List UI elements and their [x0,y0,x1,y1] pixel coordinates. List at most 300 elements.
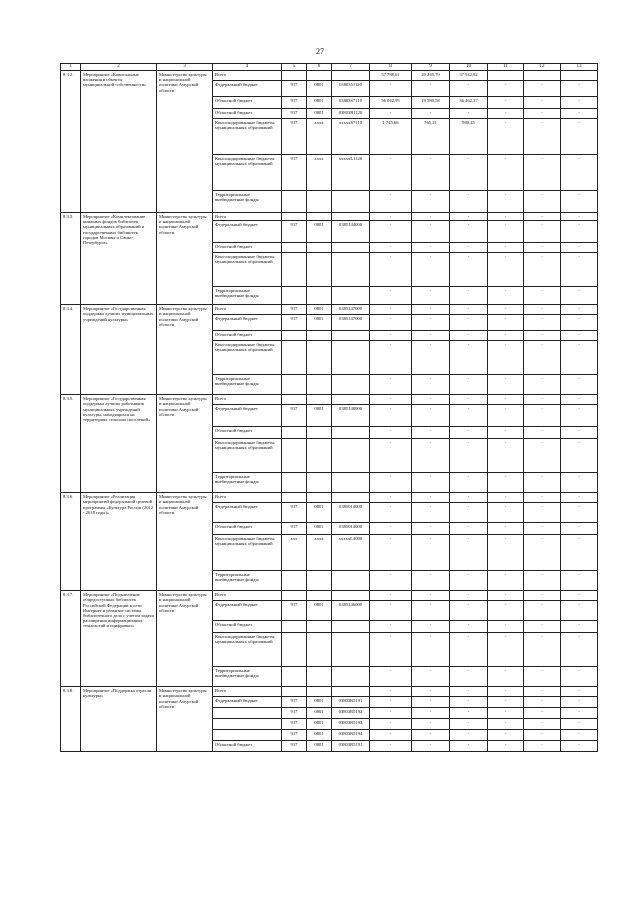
value-cell: xxxxxS7110 [332,119,370,155]
value-cell: - [450,493,488,503]
value-cell: xxxx [307,119,332,155]
value-cell: - [488,730,524,741]
column-header: 7 [332,64,370,71]
value-cell: - [561,667,598,687]
value-cell: xxx [282,535,307,571]
value-cell: 917 [282,405,307,427]
value-cell: - [412,621,450,633]
funding-source: Всего [213,71,282,81]
value-cell: - [412,741,450,752]
value-cell: - [488,395,524,405]
value-cell: - [412,730,450,741]
value-cell: - [524,375,561,395]
value-cell: - [488,97,524,109]
value-cell [332,213,370,221]
value-cell: - [488,253,524,287]
value-cell: - [524,591,561,601]
value-cell: 917 [282,119,307,155]
funding-source: Федеральный бюджет [213,503,282,523]
value-cell: - [561,741,598,752]
value-cell: - [488,109,524,119]
value-cell: - [488,601,524,621]
value-cell: - [488,341,524,375]
section-title: Мероприятие «Государственная поддержка лучших работников муниципальных учреждений культуры, находящихся на территориях сельских поселений» [81,395,157,493]
value-cell: - [488,535,524,571]
value-cell: 917 [282,305,307,315]
value-cell: - [524,287,561,305]
value-cell [307,287,332,305]
value-cell: - [561,687,598,697]
value-cell: - [412,315,450,331]
value-cell: - [450,331,488,341]
value-cell: - [488,221,524,243]
value-cell: - [450,109,488,119]
value-cell: - [450,395,488,405]
value-cell: - [450,191,488,213]
funding-source: Областной бюджет [213,331,282,341]
value-cell: 917 [282,719,307,730]
value-cell: - [450,523,488,535]
value-cell: - [412,493,450,503]
value-cell: - [370,730,412,741]
value-cell: - [488,633,524,667]
table-row [61,493,598,503]
value-cell: - [524,155,561,191]
value-cell: - [370,535,412,571]
value-cell: 917 [282,81,307,97]
value-cell [332,591,370,601]
value-cell: xxxx [307,155,332,191]
value-cell: - [561,81,598,97]
column-header: 13 [561,64,598,71]
value-cell [332,253,370,287]
funding-source: Территориальные внебюджетные фонды [213,287,282,305]
value-cell: - [370,687,412,697]
value-cell: - [524,243,561,253]
value-cell: - [488,375,524,395]
value-cell [307,341,332,375]
value-cell [282,375,307,395]
section-id: 8.3.2. [61,71,81,213]
value-cell: 0801 [307,81,332,97]
value-cell: - [450,221,488,243]
value-cell: - [450,405,488,427]
funding-source: Консолидированные бюджеты муниципальных образований [213,633,282,667]
value-cell: 0801 [307,719,332,730]
value-cell [282,213,307,221]
section-id: 8.3.5. [61,395,81,493]
value-cell: - [524,571,561,591]
value-cell: 0385014000 [332,503,370,523]
value-cell: - [488,523,524,535]
value-cell: - [450,719,488,730]
value-cell: - [412,395,450,405]
value-cell: - [370,287,412,305]
value-cell: 0385147000 [332,305,370,315]
value-cell: 0385147000 [332,315,370,331]
funding-source: Всего [213,591,282,601]
value-cell: 0801 [307,697,332,708]
funding-source: Федеральный бюджет [213,405,282,427]
value-cell [332,243,370,253]
value-cell: - [370,253,412,287]
value-cell [282,427,307,439]
funding-source: Консолидированные бюджеты муниципальных образований [213,155,282,191]
funding-source: Территориальные внебюджетные фонды [213,375,282,395]
value-cell: - [370,523,412,535]
value-cell: - [524,439,561,473]
value-cell: - [412,221,450,243]
value-cell: - [524,621,561,633]
value-cell: 917 [282,315,307,331]
value-cell: - [524,253,561,287]
responsible-agency: Министерство культуры и национальной политики Амурской области [157,395,213,493]
value-cell: - [524,523,561,535]
value-cell: - [450,591,488,601]
value-cell [307,571,332,591]
value-cell [332,667,370,687]
value-cell: - [370,221,412,243]
value-cell: xxxxxL1120 [332,155,370,191]
value-cell [332,439,370,473]
value-cell: 917 [282,221,307,243]
value-cell [282,687,307,697]
value-cell: - [370,439,412,473]
value-cell: - [412,591,450,601]
value-cell: - [412,341,450,375]
value-cell: - [370,601,412,621]
value-cell: - [450,155,488,191]
value-cell: - [561,243,598,253]
value-cell: - [561,719,598,730]
value-cell [332,375,370,395]
value-cell [282,191,307,213]
funding-source: Федеральный бюджет [213,601,282,621]
value-cell: - [370,427,412,439]
value-cell: - [450,741,488,752]
value-cell [332,395,370,405]
value-cell [332,287,370,305]
section-id: 8.3.7. [61,591,81,687]
value-cell [282,395,307,405]
value-cell: - [561,375,598,395]
value-cell: 1 745,66 [370,119,412,155]
funding-source: Областной бюджет [213,427,282,439]
value-cell: - [524,97,561,109]
funding-source: Областной бюджет [213,97,282,109]
value-cell: - [412,243,450,253]
funding-source: Территориальные внебюджетные фонды [213,191,282,213]
value-cell [332,473,370,493]
value-cell: - [524,667,561,687]
value-cell: 03803R5192 [332,708,370,719]
value-cell: 0801 [307,315,332,331]
value-cell: - [524,730,561,741]
value-cell: - [412,191,450,213]
value-cell [282,287,307,305]
value-cell: - [561,213,598,221]
page-number: 27 [316,47,324,56]
value-cell: 917 [282,708,307,719]
value-cell: - [488,667,524,687]
value-cell: - [370,591,412,601]
value-cell: - [370,315,412,331]
value-cell: - [561,591,598,601]
value-cell: - [450,427,488,439]
value-cell: - [561,633,598,667]
value-cell: - [524,305,561,315]
column-header: 1 [61,64,81,71]
value-cell: - [412,331,450,341]
section-title: Мероприятие «Поддержка отрасли культуры» [81,687,157,752]
value-cell: - [561,253,598,287]
value-cell: - [524,535,561,571]
value-cell [524,71,561,81]
value-cell: 0801 [307,708,332,719]
value-cell: xxxx [307,535,332,571]
value-cell: 0801 [307,221,332,243]
value-cell [307,331,332,341]
value-cell: - [488,331,524,341]
value-cell: - [412,719,450,730]
value-cell: - [488,119,524,155]
value-cell: - [450,287,488,305]
value-cell: - [450,687,488,697]
value-cell: 917 [282,503,307,523]
column-header: 5 [282,64,307,71]
value-cell: - [488,503,524,523]
value-cell: xxxxxL4000 [332,535,370,571]
value-cell: - [450,708,488,719]
value-cell: - [450,315,488,331]
value-cell: - [412,523,450,535]
funding-source: Консолидированные бюджеты муниципальных образований [213,535,282,571]
value-cell: - [524,687,561,697]
value-cell: - [488,571,524,591]
value-cell: 0385014000 [332,523,370,535]
section-title: Мероприятие «Подключение общедоступных библиотек Российской Федерации к сети Интернет и развитие системы библиотечного дела с учетом задачи расширения информационных технологий и оцифровки» [81,591,157,687]
value-cell: - [450,667,488,687]
value-cell: - [524,109,561,119]
funding-source: Территориальные внебюджетные фонды [213,571,282,591]
value-cell: - [524,708,561,719]
value-cell [307,253,332,287]
funding-source: Всего [213,213,282,221]
table-body [61,71,598,752]
value-cell: - [488,473,524,493]
value-cell [282,331,307,341]
value-cell: - [561,427,598,439]
value-cell: - [561,493,598,503]
value-cell [332,427,370,439]
value-cell: - [488,315,524,331]
value-cell [332,191,370,213]
value-cell: - [488,493,524,503]
value-cell [307,621,332,633]
value-cell: - [561,535,598,571]
value-cell: - [412,109,450,119]
value-cell: - [370,741,412,752]
value-cell: 917 [282,523,307,535]
value-cell [282,243,307,253]
funding-source: Территориальные внебюджетные фонды [213,473,282,493]
value-cell: - [561,287,598,305]
funding-source: Всего [213,687,282,697]
value-cell: 0801 [307,523,332,535]
value-cell: - [412,601,450,621]
value-cell: - [412,687,450,697]
value-cell: - [488,591,524,601]
value-cell [282,571,307,591]
value-cell: - [561,119,598,155]
value-cell: - [488,439,524,473]
section-title: Мероприятие «Реализация мероприятий федеральной целевой программы «Культура России (2012 - 2018 годы)» [81,493,157,591]
value-cell: - [450,81,488,97]
value-cell: - [412,305,450,315]
value-cell: 03803R5191 [332,741,370,752]
funding-source: Всего [213,493,282,503]
section-id: 8.3.8. [61,687,81,752]
value-cell [332,341,370,375]
value-cell [282,667,307,687]
value-cell: - [370,719,412,730]
value-cell: - [412,535,450,571]
value-cell: - [450,503,488,523]
value-cell [282,473,307,493]
value-cell: 0385146000 [332,601,370,621]
value-cell: 20 245,79 [412,71,450,81]
value-cell: - [561,697,598,708]
value-cell: - [524,503,561,523]
value-cell: - [370,621,412,633]
value-cell: - [561,523,598,535]
value-cell: 0385144000 [332,221,370,243]
value-cell: - [488,708,524,719]
value-cell: - [450,730,488,741]
value-cell: 917 [282,741,307,752]
value-cell [282,591,307,601]
value-cell: - [450,253,488,287]
value-cell: - [370,697,412,708]
value-cell: - [524,633,561,667]
value-cell [307,213,332,221]
funding-source: Федеральный бюджет [213,221,282,243]
value-cell: - [370,375,412,395]
value-cell: 0801 [307,97,332,109]
value-cell: - [370,341,412,375]
funding-source [213,708,282,719]
value-cell [282,621,307,633]
value-cell: - [370,81,412,97]
value-cell [488,71,524,81]
column-header: 11 [488,64,524,71]
value-cell [332,493,370,503]
value-cell [307,191,332,213]
column-header: 2 [81,64,157,71]
value-cell: - [412,213,450,221]
section-id: 8.3.6. [61,493,81,591]
value-cell [332,687,370,697]
table-row [61,305,598,315]
value-cell: - [450,439,488,473]
value-cell: - [561,571,598,591]
value-cell: - [488,697,524,708]
funding-source: Областной бюджет [213,243,282,253]
column-header: 3 [157,64,213,71]
value-cell: - [450,571,488,591]
value-cell: - [412,253,450,287]
value-cell: 0801 [307,503,332,523]
funding-source: Консолидированные бюджеты муниципальных образований [213,439,282,473]
value-cell [307,439,332,473]
value-cell [561,71,598,81]
value-cell: - [524,315,561,331]
funding-source: Территориальные внебюджетные фонды [213,667,282,687]
value-cell: - [561,405,598,427]
value-cell: - [370,633,412,667]
funding-source: Областной бюджет [213,741,282,752]
value-cell: - [524,405,561,427]
value-cell: - [524,719,561,730]
value-cell: - [488,687,524,697]
value-cell: - [561,331,598,341]
value-cell: - [412,633,450,667]
value-cell: - [450,375,488,395]
value-cell: - [488,81,524,97]
column-header: 12 [524,64,561,71]
funding-source: Консолидированные бюджеты муниципальных образований [213,341,282,375]
value-cell: - [488,243,524,253]
value-cell: - [561,503,598,523]
funding-source: Федеральный бюджет [213,315,282,331]
value-cell: - [370,305,412,315]
table-row [61,71,598,81]
value-cell: - [370,503,412,523]
value-cell: 03803R5191 [332,697,370,708]
value-cell: - [450,535,488,571]
value-cell: - [412,697,450,708]
value-cell: - [488,213,524,221]
value-cell: - [561,221,598,243]
value-cell: - [488,305,524,315]
funding-source: Всего [213,395,282,405]
value-cell [307,687,332,697]
value-cell: - [412,667,450,687]
value-cell [307,667,332,687]
funding-source: Областной бюджет [213,523,282,535]
value-cell: - [524,119,561,155]
value-cell: - [488,405,524,427]
value-cell [307,633,332,667]
funding-source: Областной бюджет [213,109,282,119]
value-cell: - [450,213,488,221]
value-cell: - [412,439,450,473]
column-header: 6 [307,64,332,71]
responsible-agency: Министерство культуры и национальной политики Амурской области [157,71,213,213]
value-cell: 980,45 [450,119,488,155]
value-cell [307,591,332,601]
value-cell: - [561,315,598,331]
value-cell: - [524,493,561,503]
value-cell: - [488,287,524,305]
value-cell: - [524,601,561,621]
value-cell: - [524,81,561,97]
value-cell: - [370,109,412,119]
value-cell: - [524,331,561,341]
value-cell: 0801 [307,730,332,741]
value-cell: - [561,191,598,213]
value-cell: 917 [282,730,307,741]
